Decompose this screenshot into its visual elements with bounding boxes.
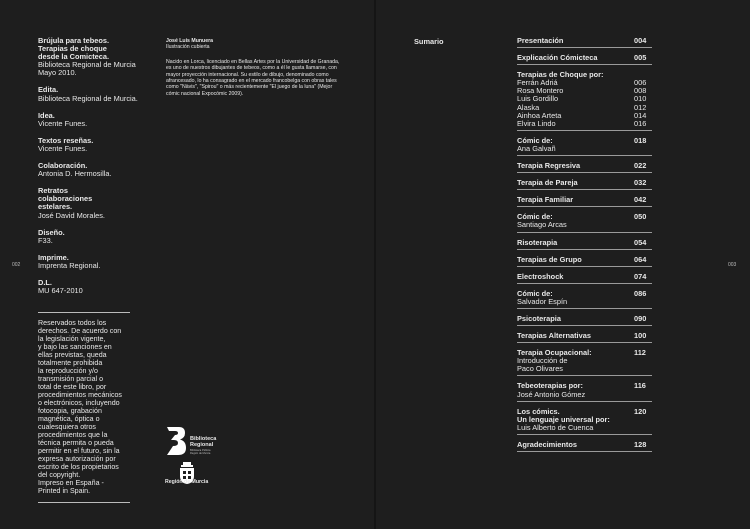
toc-entry-page: 022 (634, 161, 647, 171)
toc-entry (517, 349, 652, 376)
toc-entry (517, 332, 652, 343)
rights-line: fotocopia, grabación (38, 407, 102, 415)
toc-entry-title: Los cómics. (517, 406, 560, 416)
rights-line: o electrónicos, incluyendo (38, 399, 120, 407)
toc-entry-page: 100 (634, 331, 647, 341)
biblioteca-regional-logo (165, 426, 245, 456)
page-number-right: 003 (728, 262, 737, 268)
toc-entry-page: 032 (634, 178, 647, 188)
toc-entry (517, 37, 652, 48)
colophon-title: D.L. (38, 277, 52, 287)
region-murcia-logo (165, 462, 245, 492)
colophon-title: Colaboración. (38, 161, 88, 171)
toc-entry (517, 71, 652, 131)
colophon-title: desde la Comicteca. (38, 52, 110, 62)
toc-entry-title: Psicoterapia (517, 313, 561, 323)
colophon (38, 37, 138, 304)
toc-entry (517, 162, 652, 173)
toc-entry-subtitle: Salvador Espín (517, 296, 568, 306)
toc-sub-page: 014 (634, 110, 647, 120)
toc-entry (517, 137, 652, 156)
colophon-block (38, 187, 138, 219)
toc-entry-title: Cómic de: (517, 212, 553, 222)
toc-entry-title: Electroshock (517, 271, 564, 281)
biblioteca-logo-icon (165, 426, 187, 456)
rights-line: la reproducción y/o (38, 367, 98, 375)
rights-line: Reservados todos los (38, 319, 107, 327)
rights-notice (38, 312, 130, 503)
page-number-left: 002 (12, 262, 21, 268)
toc-entry-title: Explicación Cómicteca (517, 53, 598, 63)
toc-sub-page: 006 (634, 78, 647, 88)
colophon-value: José David Morales. (38, 210, 105, 220)
rights-line: total de este libro, por (38, 383, 107, 391)
toc-entry-page: 128 (634, 439, 647, 449)
rights-line: ellas previstas, queda (38, 351, 107, 359)
toc-sub-name: Ferrán Adriá (517, 78, 558, 88)
toc-entry (517, 273, 652, 284)
logo-small-2: Región de Murcia (190, 452, 211, 455)
toc-entry-title: Terapia Familiar (517, 195, 574, 205)
rights-line: Impreso en España - (38, 479, 104, 487)
toc-entry-title: Agradecimientos (517, 439, 577, 449)
rights-line: transmisión parcial o (38, 375, 104, 383)
toc-entry-page: 090 (634, 313, 647, 323)
toc-entry-title: Terapia de Pareja (517, 178, 578, 188)
author-bio: Nacido en Lorca, licenciado en Bellas Artes por la Universidad de Granada, es uno de nuestros dibujantes de tebeos, como a él le gusta llamarse, con mayor proyección internacional. Su estilo de dibujo, denominado como afrancesado, lo ha consagrado en el mercado francobelga con obras tales como "Nävis", "Spirou" o más recientemente "El juego de la luna" (Mejor cómic nacional Expocómic 2009). (166, 58, 340, 97)
colophon-block (38, 137, 138, 153)
toc-entry-page: 116 (634, 381, 646, 391)
toc-entry (517, 239, 652, 250)
toc-entry-subtitle: Ana Galvañ (517, 143, 556, 153)
toc-sub-page: 008 (634, 86, 647, 96)
toc-entry-page: 005 (634, 53, 647, 63)
toc-entry (517, 213, 652, 232)
toc-entry-page: 074 (634, 271, 647, 281)
rights-line: del copyright. (38, 471, 81, 479)
toc-sub-entry (517, 120, 652, 128)
toc-entry-title: Un lenguaje universal por: (517, 414, 610, 424)
rights-line: procedimientos que la (38, 431, 108, 439)
toc-entry-subtitle: Paco Olivares (517, 364, 564, 374)
colophon-title: Terapias de choque (38, 44, 107, 54)
rights-line: escrito de los propietarios (38, 463, 119, 471)
rights-line: expresa autorización por (38, 455, 116, 463)
colophon-block (38, 37, 138, 77)
toc-entry-page: 054 (634, 237, 647, 247)
rights-line: y bajo las sanciones en (38, 343, 112, 351)
toc-entry-page: 064 (634, 254, 647, 264)
colophon-block (38, 279, 138, 295)
toc-sub-page: 010 (634, 94, 647, 104)
toc-entry (517, 441, 652, 452)
author-name: José Luis Munuera (166, 38, 213, 44)
toc-entry-title: Presentación (517, 36, 564, 45)
logo-line-2: Regional (190, 442, 214, 448)
colophon-value: Imprenta Regional. (38, 260, 101, 270)
toc-sub-page: 012 (634, 102, 647, 112)
colophon-title: Retratos (38, 186, 68, 196)
toc-entry-page: 004 (634, 36, 647, 45)
toc-entry (517, 382, 652, 401)
colophon-value: MU 647-2010 (38, 286, 83, 296)
toc-entry-subtitle: Luis Alberto de Cuenca (517, 422, 594, 432)
rights-line: magnética, óptica o (38, 415, 100, 423)
toc-entry-title: Tebeoterapias por: (517, 381, 583, 391)
toc-entry-page: 112 (634, 348, 646, 358)
toc-entry-subtitle: José Antonio Gómez (517, 389, 586, 399)
toc-sub-name: Alaska (517, 102, 540, 112)
toc-entry (517, 179, 652, 190)
toc-entry (517, 54, 652, 65)
toc-entry-subtitle: Santiago Arcas (517, 220, 567, 230)
colophon-title: estelares. (38, 202, 73, 212)
colophon-value: Biblioteca Regional de Murcia. (38, 93, 138, 103)
rights-line: cualesquiera otros (38, 423, 96, 431)
colophon-title: Diseño. (38, 227, 65, 237)
toc-sub-name: Luis Gordillo (517, 94, 559, 104)
rights-line: procedimientos mecánicos (38, 391, 122, 399)
rights-line: Printed in Spain. (38, 487, 91, 495)
author-credit (166, 38, 341, 97)
rights-line: permitir en el futuro, sin la (38, 447, 120, 455)
toc-sub-name: Elvira Lindo (517, 118, 556, 128)
toc-entry-title: Terapia Ocupacional: (517, 348, 592, 358)
colophon-value: Antonia D. Hermosilla. (38, 169, 112, 179)
colophon-block (38, 112, 138, 128)
colophon-title: Brújula para tebeos. (38, 36, 110, 45)
logo-line-1: Biblioteca (190, 436, 217, 442)
colophon-value: Vicente Funes. (38, 118, 88, 128)
colophon-block (38, 254, 138, 270)
colophon-value: Mayo 2010. (38, 68, 77, 78)
toc-entry (517, 315, 652, 326)
toc-sub-page: 016 (634, 118, 647, 128)
author-role: Ilustración cubierta (166, 44, 210, 51)
toc-entry (517, 196, 652, 207)
left-page (0, 0, 374, 529)
toc-entry (517, 256, 652, 267)
toc-entry-title: Terapias de Choque por: (517, 70, 604, 80)
toc-entry-page: 042 (634, 195, 647, 205)
colophon-block (38, 162, 138, 178)
colophon-title: colaboraciones (38, 194, 93, 204)
toc-sub-name: Rosa Montero (517, 86, 564, 96)
toc-entry-title: Terapia Regresiva (517, 161, 581, 171)
toc-entry-subtitle: Introducción de (517, 356, 568, 366)
toc-entry-page: 120 (634, 406, 647, 416)
rights-line: técnica permita o pueda (38, 439, 114, 447)
colophon-title: Edita. (38, 85, 59, 95)
colophon-title: Idea. (38, 110, 55, 120)
toc-entry (517, 290, 652, 309)
toc-entry-title: Terapias Alternativas (517, 331, 591, 341)
rights-line: la legislación vigente, (38, 335, 106, 343)
toc-entry-title: Risoterapia (517, 237, 558, 247)
region-logo-text: Región de Murcia (165, 479, 209, 485)
colophon-value: F33. (38, 235, 53, 245)
colophon-block (38, 86, 138, 102)
logo-small-1: Biblioteca Pública (190, 449, 211, 452)
toc-sub-name: Ainhoa Arteta (517, 110, 562, 120)
toc-entry-page: 050 (634, 212, 647, 222)
toc-entry-title: Cómic de: (517, 135, 553, 145)
colophon-value: Vicente Funes. (38, 143, 88, 153)
colophon-title: Imprime. (38, 252, 69, 262)
rights-line: derechos. De acuerdo con (38, 327, 122, 335)
toc-entry (517, 408, 652, 435)
toc-entry-title: Terapias de Grupo (517, 254, 582, 264)
toc-entry-title: Cómic de: (517, 288, 553, 298)
rights-line: totalmente prohibida (38, 359, 103, 367)
toc-entry-page: 018 (634, 135, 647, 145)
colophon-value: Biblioteca Regional de Murcia (38, 60, 136, 70)
table-of-contents (517, 37, 652, 458)
colophon-block (38, 229, 138, 245)
toc-entry-page: 086 (634, 288, 647, 298)
colophon-title: Textos reseñas. (38, 135, 94, 145)
sumario-heading: Sumario (414, 37, 444, 46)
